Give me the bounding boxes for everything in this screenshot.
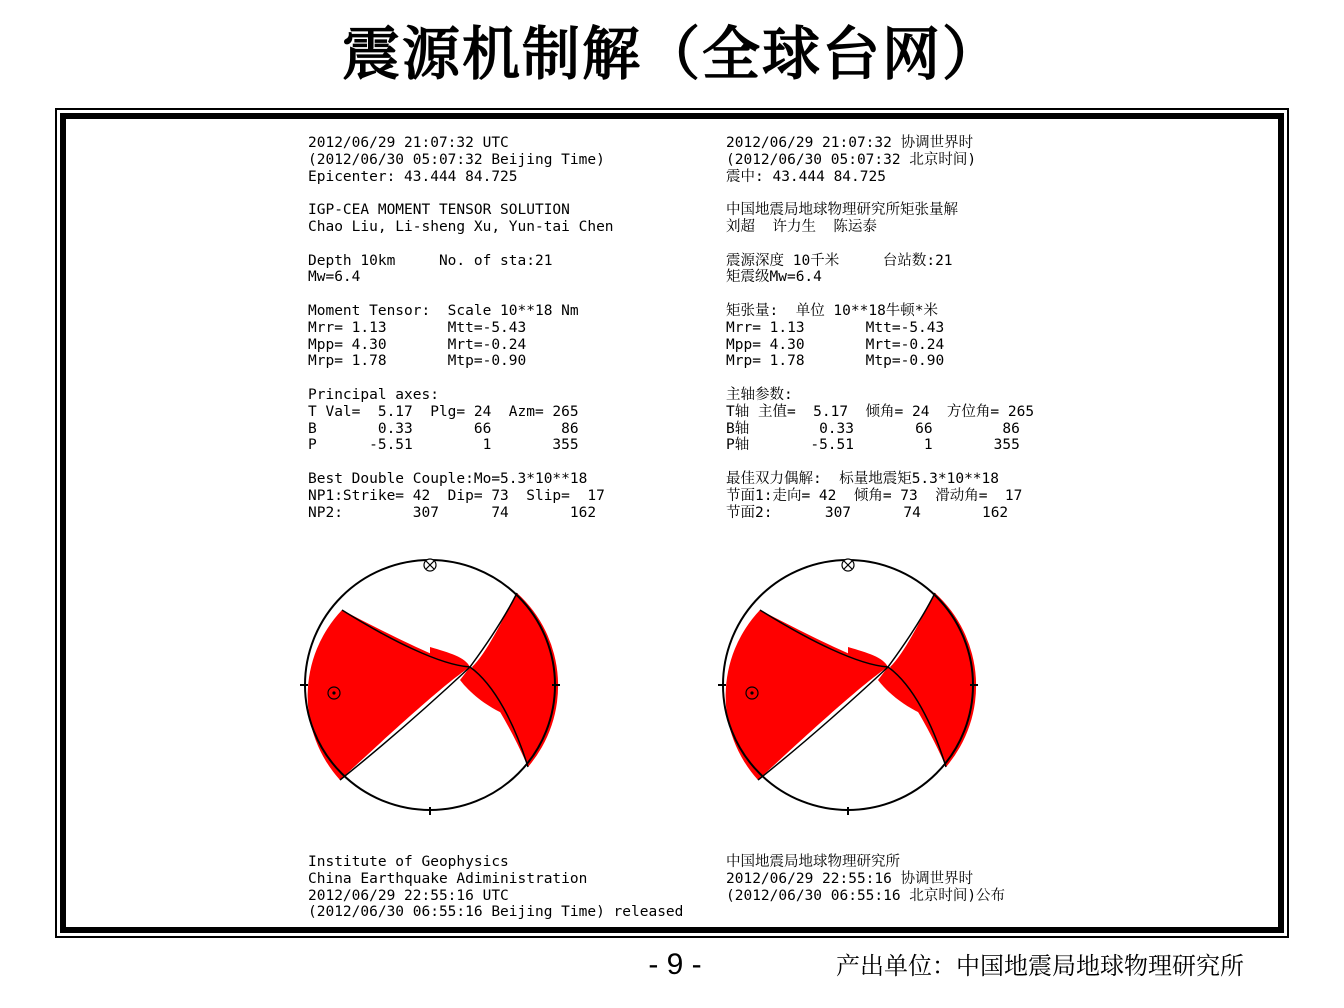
- text-block: [726, 253, 1034, 287]
- text-line: Mrp= 1.78 Mtp=-0.90: [308, 353, 527, 370]
- text-line: P -5.51 1 355: [308, 437, 579, 454]
- text-block: [308, 387, 614, 454]
- text-line: P轴 -5.51 1 355: [726, 437, 1020, 454]
- text-line: Mrr= 1.13 Mtt=-5.43: [726, 319, 945, 336]
- text-line: 2012/06/29 21:07:32 UTC: [308, 135, 509, 151]
- text-line: Moment Tensor: Scale 10**18 Nm: [308, 302, 579, 319]
- text-line: 中国地震局地球物理研究所矩张量解: [726, 202, 958, 219]
- text-line: 2012/06/29 21:07:32 协调世界时: [726, 135, 974, 151]
- text-line: NP2: 307 74 162: [308, 504, 597, 521]
- text-line: Mpp= 4.30 Mrt=-0.24: [726, 336, 945, 353]
- text-line: (2012/06/30 05:07:32 Beijing Time): [308, 151, 605, 168]
- beachball-diagram-english: [290, 545, 570, 825]
- text-line: 震源深度 10千米 台站数:21: [726, 252, 953, 269]
- text-line: NP1:Strike= 42 Dip= 73 Slip= 17: [308, 487, 605, 504]
- text-line: (2012/06/30 05:07:32 北京时间): [726, 151, 977, 168]
- footer-line: China Earthquake Adiministration: [308, 870, 588, 887]
- producer-credit: 产出单位：中国地震局地球物理研究所: [836, 952, 1244, 980]
- text-block: [308, 303, 614, 370]
- text-block: [308, 202, 614, 236]
- text-line: Chao Liu, Li-sheng Xu, Yun-tai Chen: [308, 218, 614, 235]
- text-line: T Val= 5.17 Plg= 24 Azm= 265: [308, 403, 579, 420]
- text-line: T轴 主值= 5.17 倾角= 24 方位角= 265: [726, 403, 1035, 420]
- footer-line: (2012/06/30 06:55:16 北京时间)公布: [726, 887, 1006, 904]
- chinese-solution-text: [726, 135, 1034, 538]
- text-line: IGP-CEA MOMENT TENSOR SOLUTION: [308, 202, 570, 219]
- footer-line: 2012/06/29 22:55:16 协调世界时: [726, 870, 974, 887]
- text-line: B轴 0.33 66 86: [726, 420, 1020, 437]
- footer-line: 2012/06/29 22:55:16 UTC: [308, 887, 509, 904]
- beachball-graphic: [300, 559, 560, 815]
- beachball-diagram-chinese: [708, 545, 988, 825]
- text-block: [726, 303, 1034, 370]
- text-line: Mrr= 1.13 Mtt=-5.43: [308, 319, 527, 336]
- beachball-graphic: [718, 559, 978, 815]
- text-line: Depth 10km No. of sta:21: [308, 252, 553, 269]
- footer-line: (2012/06/30 06:55:16 Beijing Time) released: [308, 904, 684, 921]
- text-line: 节面1:走向= 42 倾角= 73 滑动角= 17: [726, 487, 1023, 504]
- page-number: - 9 -: [648, 948, 702, 981]
- text-line: 刘超 许力生 陈运泰: [726, 218, 877, 235]
- chinese-release-info: [726, 854, 1005, 904]
- text-line: 矩震级Mw=6.4: [726, 269, 822, 286]
- text-line: 节面2: 307 74 162: [726, 504, 1009, 521]
- text-line: 最佳双力偶解: 标量地震矩5.3*10**18: [726, 470, 999, 487]
- footer-line: 中国地震局地球物理研究所: [726, 854, 900, 870]
- text-line: Mrp= 1.78 Mtp=-0.90: [726, 353, 945, 370]
- b-axis-marker: [842, 559, 854, 571]
- text-block: [726, 387, 1034, 454]
- text-line: Best Double Couple:Mo=5.3*10**18: [308, 470, 588, 487]
- text-line: Epicenter: 43.444 84.725: [308, 168, 518, 185]
- text-block: [308, 253, 614, 287]
- document-frame-inner: [60, 113, 1284, 933]
- english-release-info: [308, 854, 683, 921]
- page-title: 震源机制解（全球台网）: [341, 20, 1002, 88]
- text-line: 震中: 43.444 84.725: [726, 168, 886, 185]
- text-line: Principal axes:: [308, 386, 439, 403]
- text-line: B 0.33 66 86: [308, 420, 579, 437]
- b-axis-marker: [424, 559, 436, 571]
- text-block: [308, 471, 614, 521]
- text-block: [726, 471, 1034, 521]
- text-block: [726, 135, 1034, 185]
- text-line: Mpp= 4.30 Mrt=-0.24: [308, 336, 527, 353]
- text-line: 主轴参数:: [726, 386, 793, 403]
- text-line: Mw=6.4: [308, 269, 361, 286]
- english-solution-text: [308, 135, 614, 538]
- text-line: 矩张量: 单位 10**18牛顿*米: [726, 302, 939, 319]
- footer-line: Institute of Geophysics: [308, 854, 509, 870]
- text-block: [308, 135, 614, 185]
- text-block: [726, 202, 1034, 236]
